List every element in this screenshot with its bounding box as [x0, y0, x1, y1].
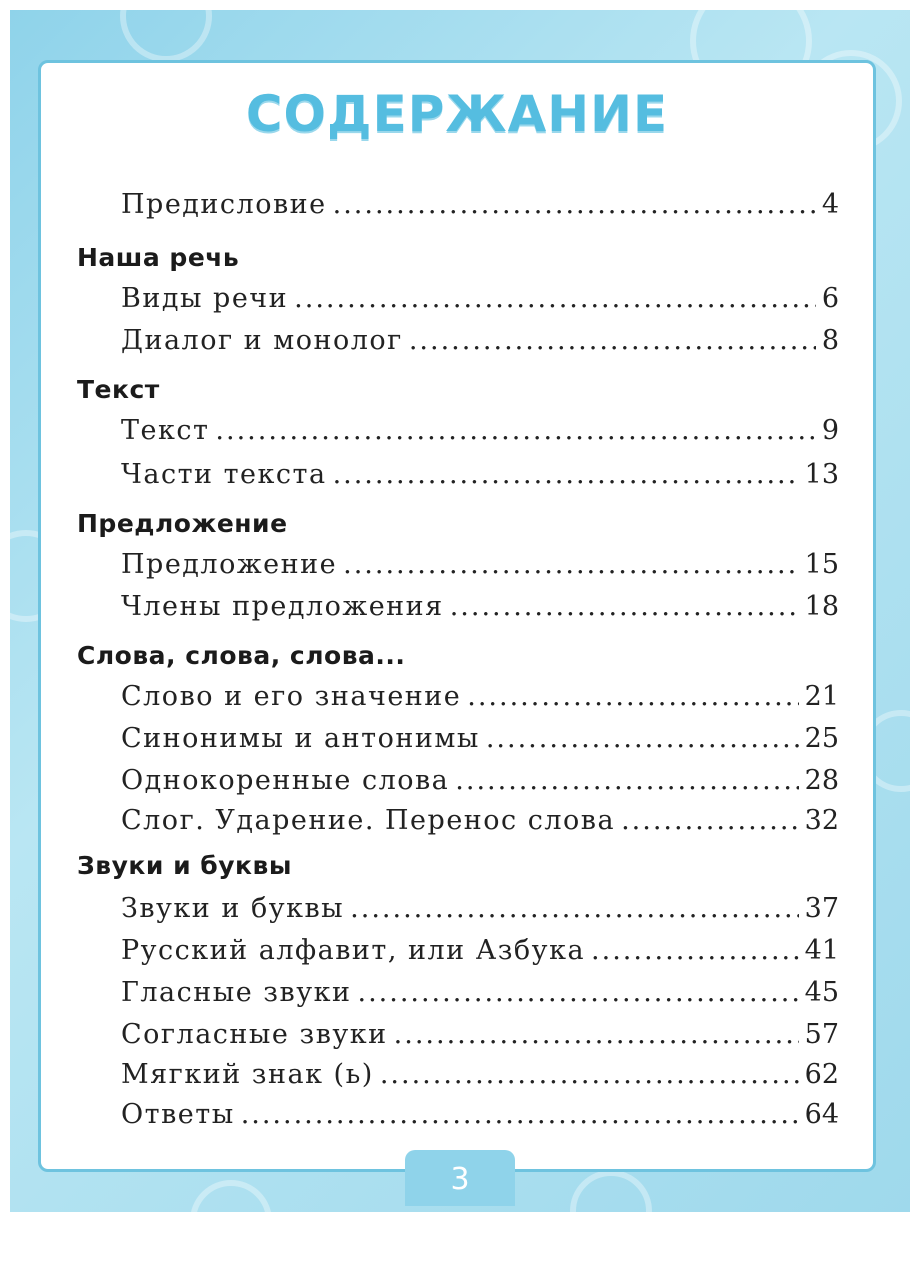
page-number-tab: [405, 1150, 515, 1206]
section-header: Текст: [77, 375, 160, 404]
toc-entry-page: 8: [821, 325, 839, 356]
toc-entry[interactable]: [121, 893, 839, 924]
decorative-circle: [120, 0, 212, 62]
toc-entry-page: 57: [804, 1019, 839, 1050]
toc-entry-page: 18: [804, 591, 839, 622]
toc-entry-label: Гласные звуки: [121, 977, 352, 1008]
leader-dots: [450, 591, 799, 622]
leader-dots: [333, 459, 799, 490]
toc-entry[interactable]: [121, 977, 839, 1008]
toc-entry-page: 37: [804, 893, 839, 924]
toc-entry-label: Диалог и монолог: [121, 325, 403, 356]
leader-dots: [343, 549, 799, 580]
toc-entry-page: 6: [821, 283, 839, 314]
toc-entry-label: Синонимы и антонимы: [121, 723, 480, 754]
leader-dots: [294, 283, 816, 314]
toc-entry[interactable]: [121, 765, 839, 796]
toc-entry[interactable]: [121, 1099, 839, 1130]
toc-entry-page: 9: [821, 415, 839, 446]
section-header: Предложение: [77, 509, 288, 538]
toc-entry-page: 45: [804, 977, 839, 1008]
toc-entry[interactable]: [121, 1019, 839, 1050]
toc-entry-page: 32: [804, 805, 839, 836]
section-header: Слова, слова, слова...: [77, 641, 406, 670]
toc-entry-label: Виды речи: [121, 283, 289, 314]
toc-entry-page: 41: [804, 935, 839, 966]
toc-entry-label: Однокоренные слова: [121, 765, 450, 796]
page-number: 3: [450, 1162, 470, 1197]
toc-entry[interactable]: [121, 935, 839, 966]
toc-entry[interactable]: [121, 805, 839, 836]
toc-entry-page: 64: [804, 1099, 839, 1130]
leader-dots: [380, 1059, 799, 1090]
toc-entry-label: Слово и его значение: [121, 681, 462, 712]
section-header: Звуки и буквы: [77, 851, 292, 880]
toc-entry[interactable]: [121, 681, 839, 712]
leader-dots: [621, 805, 799, 836]
toc-entry-label: Члены предложения: [121, 591, 444, 622]
toc-entry-label: Части текста: [121, 459, 327, 490]
toc-entry-page: 28: [804, 765, 839, 796]
toc-entry-label: Слог. Ударение. Перенос слова: [121, 805, 616, 836]
toc-entry[interactable]: [121, 459, 839, 490]
leader-dots: [357, 977, 798, 1008]
toc-entry[interactable]: [121, 415, 839, 446]
toc-entry[interactable]: [121, 283, 839, 314]
toc-entry-label: Согласные звуки: [121, 1019, 388, 1050]
toc-entry-label: Текст: [121, 415, 210, 446]
toc-entry[interactable]: [121, 325, 839, 356]
toc-entry[interactable]: [121, 1059, 839, 1090]
contents-panel: [38, 60, 876, 1172]
leader-dots: [409, 325, 816, 356]
leader-dots: [394, 1019, 799, 1050]
leader-dots: [486, 723, 799, 754]
page-title: СОДЕРЖАНИЕ: [245, 85, 669, 143]
toc-entry-page: 62: [804, 1059, 839, 1090]
toc-entry-label: Звуки и буквы: [121, 893, 345, 924]
leader-dots: [215, 415, 815, 446]
toc-entry[interactable]: [121, 549, 839, 580]
leader-dots: [591, 935, 799, 966]
leader-dots: [467, 681, 798, 712]
toc-entry-label: Предисловие: [121, 189, 327, 220]
leader-dots: [241, 1099, 799, 1130]
toc-entry-page: 25: [804, 723, 839, 754]
toc-entry[interactable]: [121, 591, 839, 622]
toc-entry-page: 13: [804, 459, 839, 490]
leader-dots: [333, 189, 816, 220]
section-header: Наша речь: [77, 243, 240, 272]
toc-entry-page: 15: [804, 549, 839, 580]
toc-entry-page: 21: [804, 681, 839, 712]
toc-entry-label: Ответы: [121, 1099, 235, 1130]
toc-entry-label: Предложение: [121, 549, 338, 580]
decorative-circle: [190, 1180, 272, 1262]
leader-dots: [350, 893, 798, 924]
toc-entry-label: Русский алфавит, или Азбука: [121, 935, 586, 966]
leader-dots: [455, 765, 798, 796]
toc-entry[interactable]: [121, 189, 839, 220]
decorative-circle: [570, 1170, 652, 1252]
toc-entry-page: 4: [821, 189, 839, 220]
toc-entry[interactable]: [121, 723, 839, 754]
toc-entry-label: Мягкий знак (ь): [121, 1059, 374, 1090]
